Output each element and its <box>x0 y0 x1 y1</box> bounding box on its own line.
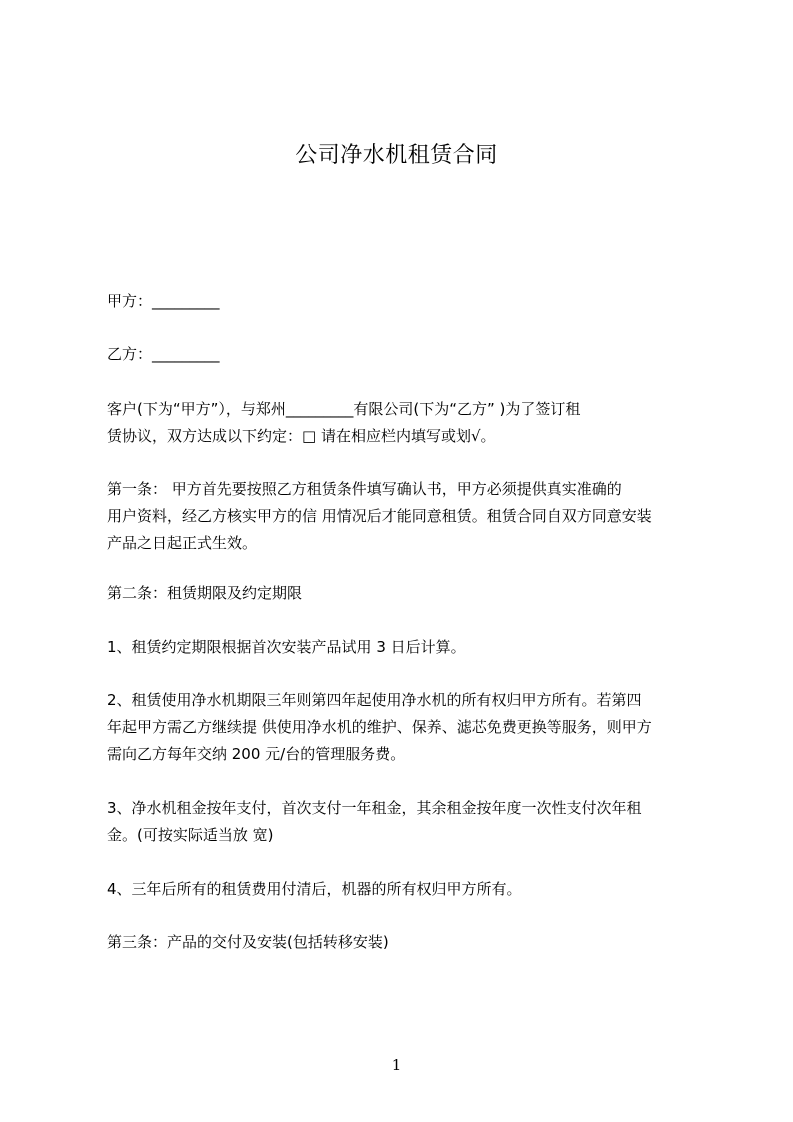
article-2-heading: 第二条：租赁期限及约定期限 <box>107 584 303 602</box>
article-2-item-4: 4、三年后所有的租赁费用付清后，机器的所有权归甲方所有。 <box>107 880 522 898</box>
intro-line-2: 赁协议，双方达成以下约定：□ 请在相应栏内填写或划√。 <box>107 427 496 445</box>
page-title: 公司净水机租赁合同 <box>295 143 498 168</box>
intro-paragraph <box>107 396 707 450</box>
party-a-line: 甲方：_________ <box>107 292 220 310</box>
article-2-item-2-line-2: 年起甲方需乙方继续提 供使用净水机的维护、保养、滤芯免费更换等服务，则甲方 <box>107 718 652 736</box>
article-1-line-1: 第一条： 甲方首先要按照乙方租赁条件填写确认书，甲方必须提供真实准确的 <box>107 480 622 498</box>
party-b-line: 乙方：_________ <box>107 345 220 363</box>
article-1-line-3: 产品之日起正式生效。 <box>107 534 258 552</box>
article-2-item-2-line-1: 2、租赁使用净水机期限三年则第四年起使用净水机的所有权归甲方所有。若第四 <box>107 691 642 709</box>
article-2-item-3 <box>107 795 707 849</box>
article-2-item-3-line-1: 3、净水机租金按年支付，首次支付一年租金，其余租金按年度一次性支付次年租 <box>107 799 642 817</box>
article-2-item-2 <box>107 687 707 768</box>
page-number: 1 <box>391 1056 402 1074</box>
article-2-item-3-line-2: 金。(可按实际适当放 宽) <box>107 826 274 844</box>
article-1-line-2: 用户资料，经乙方核实甲方的信 用情况后才能同意租赁。租赁合同自双方同意安装 <box>107 507 652 525</box>
article-1-paragraph <box>107 476 707 557</box>
article-3-heading: 第三条：产品的交付及安装(包括转移安装) <box>107 933 389 951</box>
article-2-item-2-line-3: 需向乙方每年交纳 200 元/台的管理服务费。 <box>107 745 406 763</box>
article-2-item-1: 1、租赁约定期限根据首次安装产品试用 3 日后计算。 <box>107 638 466 656</box>
intro-line-1: 客户(下为“甲方”），与郑州_________有限公司(下为“乙方” )为了签订租 <box>107 400 581 418</box>
